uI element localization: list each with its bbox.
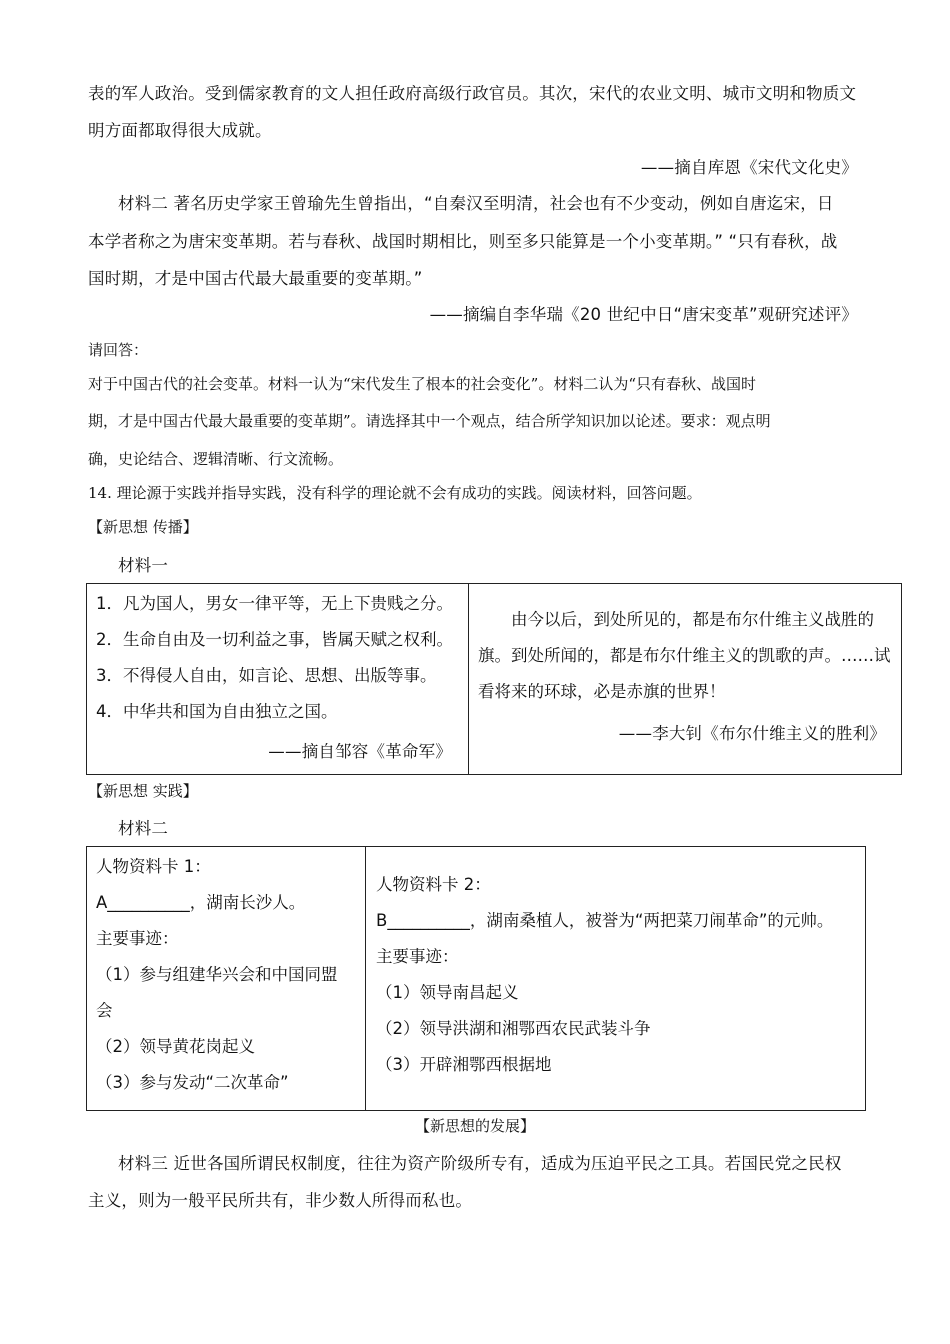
material2-label: 材料二: [118, 819, 169, 838]
material3-line-1: 材料三 近世各国所谓民权制度，往往为资产阶级所专有，适成为压迫平民之工具。若国民党之民权: [118, 1154, 842, 1173]
table1-divider: [468, 583, 469, 775]
card1-name: A__________，湖南长沙人。: [96, 893, 306, 912]
table1-left-cell: [96, 586, 453, 730]
bolshevism-line-3: 看将来的环球，必是赤旗的世界！: [478, 682, 726, 701]
section-heading-practice: 【新思想 实践】: [88, 782, 198, 800]
material1-label: 材料一: [118, 556, 169, 575]
revolution-army-item-2: 2．生命自由及一切利益之事，皆属天赋之权利。: [96, 630, 453, 649]
table1-right-cell: [478, 602, 891, 710]
question-line-1: 对于中国古代的社会变革。材料一认为“宋代发生了根本的社会变化”。材料二认为“只有春秋、战国时: [88, 375, 757, 393]
card1-deed-1: （1）参与组建华兴会和中国同盟: [96, 965, 338, 984]
card1-deeds-label: 主要事迹：: [96, 929, 179, 948]
table1-left-source: ——摘自邹容《革命军》: [268, 742, 452, 761]
profile-card-2: [376, 867, 833, 1083]
table2-divider: [365, 846, 366, 1111]
material3-line-2: 主义，则为一般平民所共有，非少数人所得而私也。: [88, 1191, 473, 1210]
revolution-army-item-4: 4．中华共和国为自由独立之国。: [96, 702, 338, 721]
section-heading-development: 【新思想的发展】: [414, 1117, 535, 1135]
table1-right-source: ——李大钊《布尔什维主义的胜利》: [618, 724, 886, 743]
card2-deed-2: （2）领导洪湖和湘鄂西农民武装斗争: [376, 1019, 651, 1038]
question-line-3: 确，史论结合、逻辑清晰、行文流畅。: [88, 450, 344, 468]
card2-name: B__________，湖南桑植人，被誉为“两把菜刀闹革命”的元帅。: [376, 911, 834, 930]
source-2: ——摘编自李华瑞《20 世纪中日“唐宋变革”观研究述评》: [429, 305, 858, 324]
card1-deed-3: （3）参与发动“二次革命”: [96, 1073, 289, 1092]
card1-deed-1-cont: 会: [96, 1001, 113, 1020]
card2-deed-3: （3）开辟湘鄂西根据地: [376, 1055, 552, 1074]
bolshevism-line-2: 旗。到处所闻的，都是布尔什维主义的凯歌的声。……试: [478, 646, 891, 665]
question-14: 14. 理论源于实践并指导实践，没有科学的理论就不会有成功的实践。阅读材料，回答问题。: [88, 484, 702, 502]
intro-line-2: 明方面都取得很大成就。: [88, 121, 272, 140]
revolution-army-item-3: 3．不得侵人自由，如言论、思想、出版等事。: [96, 666, 437, 685]
card1-title: 人物资料卡 1：: [96, 857, 211, 876]
card2-title: 人物资料卡 2：: [376, 875, 491, 894]
question-label: 请回答：: [88, 341, 149, 359]
card1-deed-2: （2）领导黄花岗起义: [96, 1037, 255, 1056]
intro-line-1: 表的军人政治。受到儒家教育的文人担任政府高级行政官员。其次，宋代的农业文明、城市文明和物质文: [88, 84, 857, 103]
card2-deeds-label: 主要事迹：: [376, 947, 459, 966]
profile-card-1: [96, 849, 338, 1101]
card2-deed-1: （1）领导南昌起义: [376, 983, 519, 1002]
section-heading-spread: 【新思想 传播】: [88, 518, 198, 536]
source-1: ——摘自库恩《宋代文化史》: [640, 158, 858, 177]
material2-line-1: 材料二 著名历史学家王曾瑜先生曾指出，“自秦汉至明清，社会也有不少变动，例如自唐迄宋，日: [118, 194, 834, 213]
question-line-2: 期，才是中国古代最大最重要的变革期”。请选择其中一个观点，结合所学知识加以论述。要求：观点明: [88, 412, 771, 430]
material2-line-3: 国时期，才是中国古代最大最重要的变革期。”: [88, 269, 423, 288]
revolution-army-item-1: 1．凡为国人，男女一律平等，无上下贵贱之分。: [96, 594, 453, 613]
bolshevism-line-1: 由今以后，到处所见的，都是布尔什维主义战胜的: [511, 610, 874, 629]
material2-line-2: 本学者称之为唐宋变革期。若与春秋、战国时期相比，则至多只能算是一个小变革期。” “只有春秋，战: [88, 232, 838, 251]
